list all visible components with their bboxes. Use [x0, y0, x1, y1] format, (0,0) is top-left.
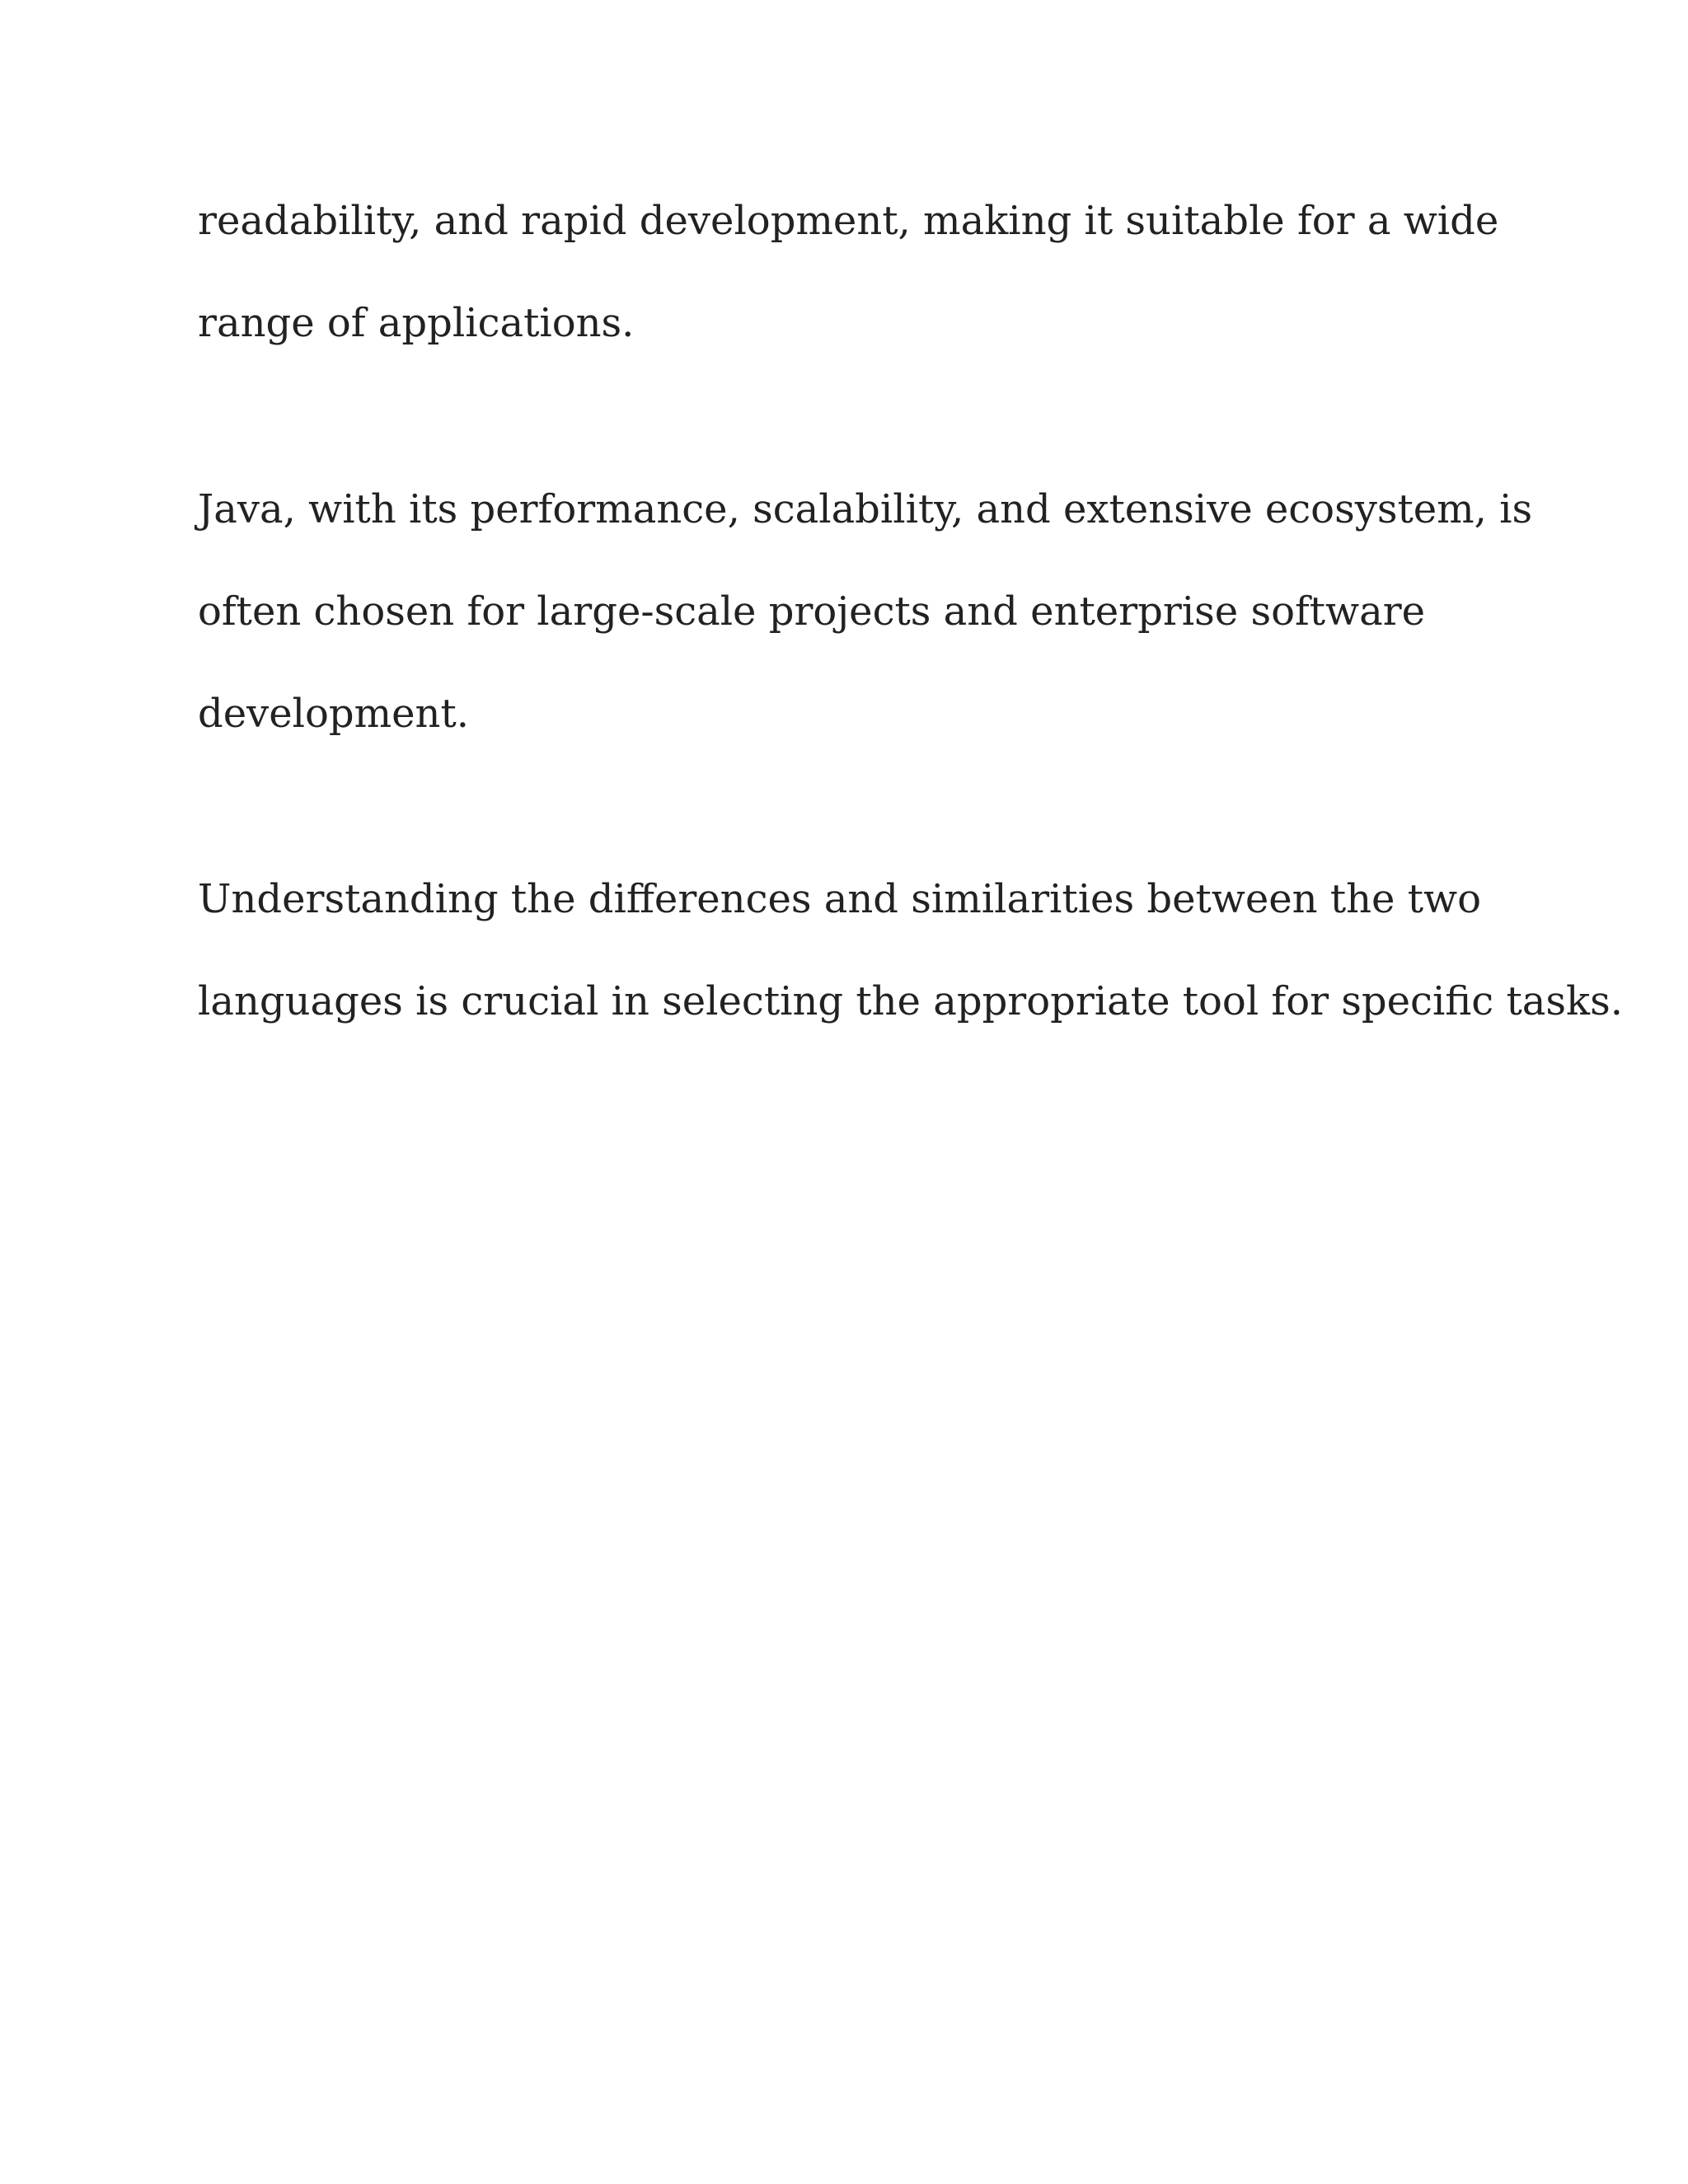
paragraph-line: Understanding the differences and similarities between the two	[198, 876, 1481, 922]
paragraph-line: development.	[198, 691, 470, 737]
paragraph-line: often chosen for large-scale projects and enterprise software	[198, 588, 1426, 635]
paragraph-line: languages is crucial in selecting the appropriate tool for specific tasks.	[198, 978, 1623, 1024]
paragraph-line: Java, with its performance, scalability, and extensive ecosystem, is	[198, 486, 1533, 532]
paragraph-line: range of applications.	[198, 300, 635, 346]
paragraph-line: readability, and rapid development, making it suitable for a wide	[198, 198, 1499, 244]
